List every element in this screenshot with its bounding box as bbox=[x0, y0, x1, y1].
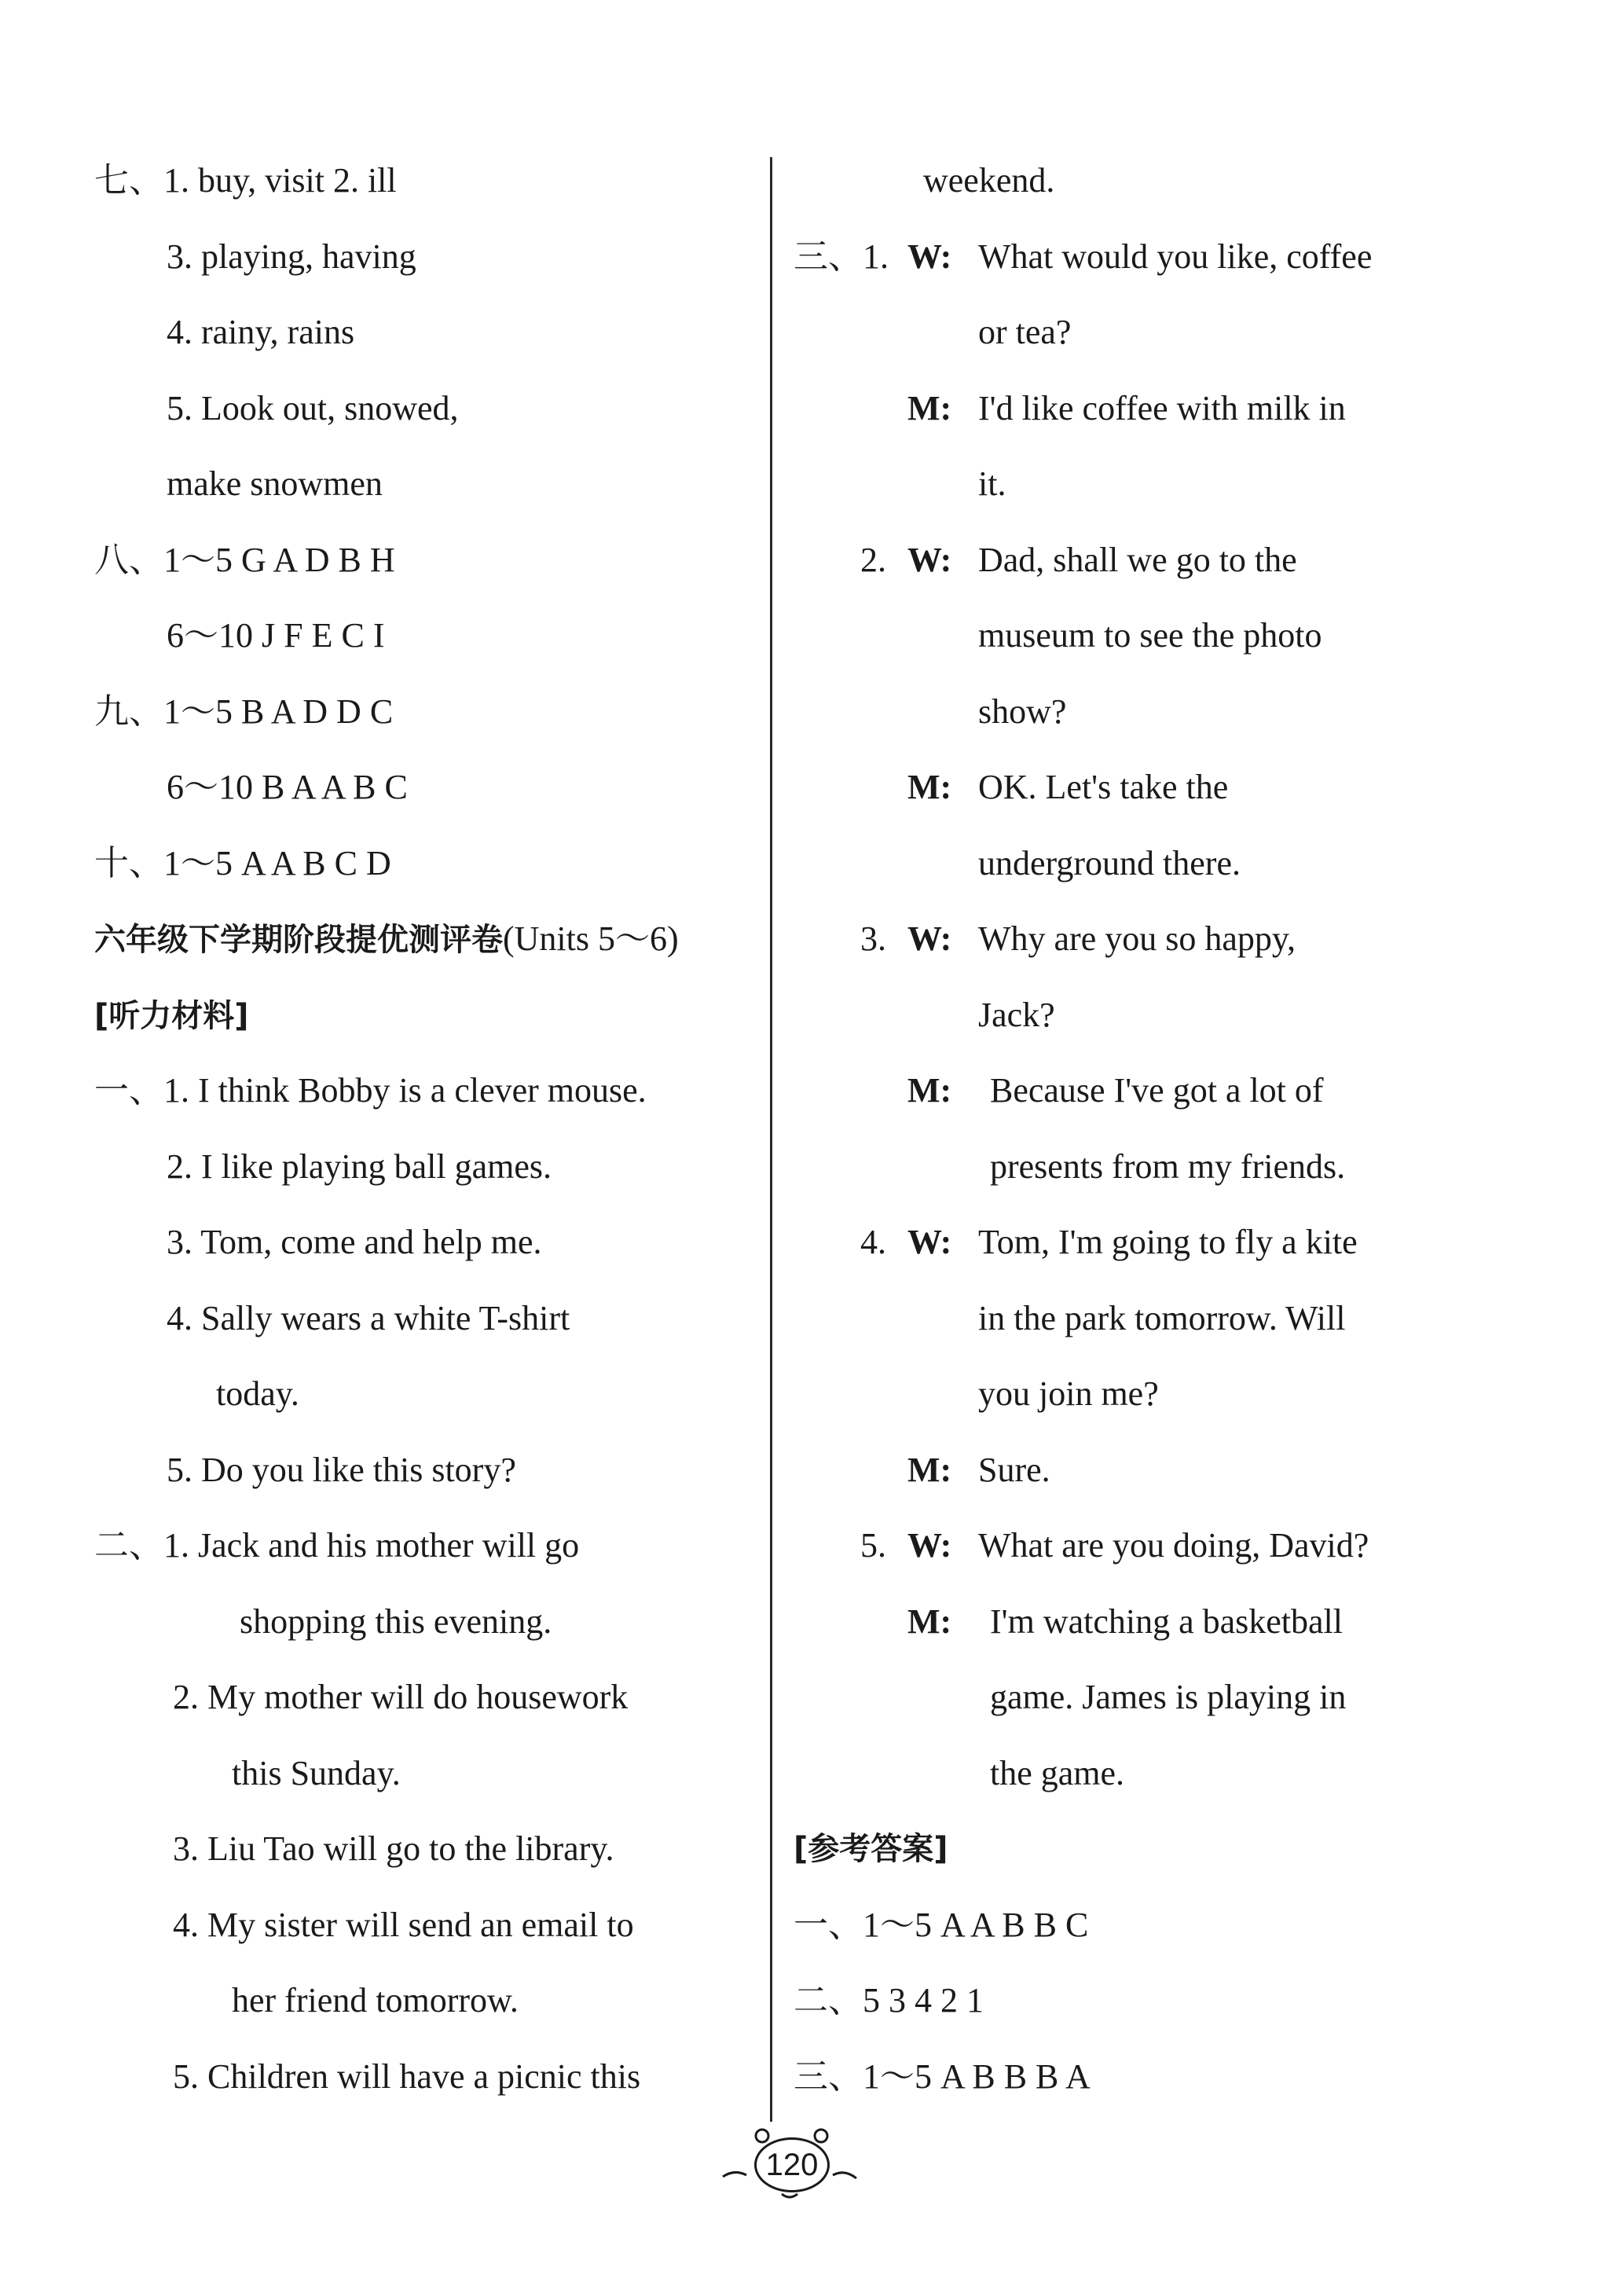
dialogue-line: it. bbox=[978, 464, 1006, 503]
answer-line: 三、1～5 A B B B A bbox=[794, 2056, 1091, 2096]
page-footer bbox=[707, 2122, 864, 2200]
transcript-line: 5. Children will have a picnic this bbox=[173, 2056, 641, 2096]
transcript-line: 2. I like playing ball games. bbox=[167, 1146, 552, 1186]
answer-line: 七、1. buy, visit 2. ill bbox=[94, 161, 397, 200]
transcript-line: 3. Tom, come and help me. bbox=[167, 1223, 542, 1261]
transcript-line: 二、1. Jack and his mother will go bbox=[94, 1526, 580, 1565]
dialogue-line: 4. W: Tom, I'm going to fly a kite bbox=[860, 1223, 1358, 1261]
dialogue-line: in the park tomorrow. Will bbox=[978, 1298, 1346, 1337]
transcript-line: this Sunday. bbox=[232, 1753, 401, 1792]
transcript-line: 3. Liu Tao will go to the library. bbox=[173, 1829, 614, 1868]
reference-answer-heading: [参考答案] bbox=[794, 1831, 948, 1867]
dialogue-line: 5. W: What are you doing, David? bbox=[860, 1526, 1369, 1565]
dialogue-line: 3. W: Why are you so happy, bbox=[860, 919, 1296, 958]
dialogue-line: 2. W: Dad, shall we go to the bbox=[860, 540, 1297, 579]
transcript-line: shopping this evening. bbox=[240, 1601, 552, 1641]
dialogue-line: M: I'm watching a basketball bbox=[907, 1601, 1344, 1641]
answer-line: 八、1～5 G A D B H bbox=[94, 540, 395, 579]
dialogue-line: game. James is playing in bbox=[990, 1678, 1347, 1716]
answer-line: 6～10 B A A B C bbox=[167, 768, 408, 806]
answer-line: 5. Look out, snowed, bbox=[167, 388, 459, 427]
transcript-line: her friend tomorrow. bbox=[232, 1981, 519, 2020]
answer-line: 6～10 J F E C I bbox=[167, 616, 385, 655]
dialogue-line: Jack? bbox=[978, 995, 1055, 1034]
dialogue-line: M: Because I've got a lot of bbox=[907, 1071, 1324, 1110]
transcript-line: weekend. bbox=[923, 161, 1055, 200]
transcript-line: 4. Sally wears a white T-shirt bbox=[167, 1298, 570, 1337]
column-divider bbox=[770, 157, 772, 2122]
dialogue-line: the game. bbox=[990, 1753, 1125, 1792]
dialogue-line: presents from my friends. bbox=[990, 1146, 1346, 1186]
right-column bbox=[794, 149, 1461, 2121]
page-number: 120 bbox=[754, 2137, 830, 2192]
answer-line: 3. playing, having bbox=[167, 237, 416, 276]
answer-line: 十、1～5 A A B C D bbox=[94, 843, 391, 882]
answer-line: 4. rainy, rains bbox=[167, 313, 355, 351]
dialogue-line: M: I'd like coffee with milk in bbox=[907, 388, 1346, 427]
answer-line: 九、1～5 B A D D C bbox=[94, 692, 394, 731]
transcript-line: 一、1. I think Bobby is a clever mouse. bbox=[94, 1071, 647, 1110]
transcript-line: today. bbox=[216, 1374, 299, 1413]
transcript-line: 5. Do you like this story? bbox=[167, 1450, 516, 1489]
dialogue-line: you join me? bbox=[978, 1374, 1159, 1413]
dialogue-line: museum to see the photo bbox=[978, 616, 1322, 655]
left-column bbox=[94, 149, 770, 2121]
answer-line: 一、1～5 A A B B C bbox=[794, 1905, 1089, 1944]
answer-line: make snowmen bbox=[167, 464, 383, 503]
listening-material-heading: [听力材料] bbox=[94, 997, 249, 1034]
dialogue-line: M: Sure. bbox=[907, 1450, 1050, 1489]
dialogue-line: underground there. bbox=[978, 843, 1241, 882]
dialogue-line: or tea? bbox=[978, 313, 1072, 351]
section-title: 六年级下学期阶段提优测评卷(Units 5～6) bbox=[94, 919, 679, 958]
transcript-line: 4. My sister will send an email to bbox=[173, 1905, 634, 1944]
dialogue-line: M: OK. Let's take the bbox=[907, 768, 1229, 806]
transcript-line: 2. My mother will do housework bbox=[173, 1678, 629, 1716]
answer-line: 二、5 3 4 2 1 bbox=[794, 1981, 984, 2020]
dialogue-line: show? bbox=[978, 692, 1067, 731]
dialogue-line: 三、1. W: What would you like, coffee bbox=[794, 237, 1373, 276]
